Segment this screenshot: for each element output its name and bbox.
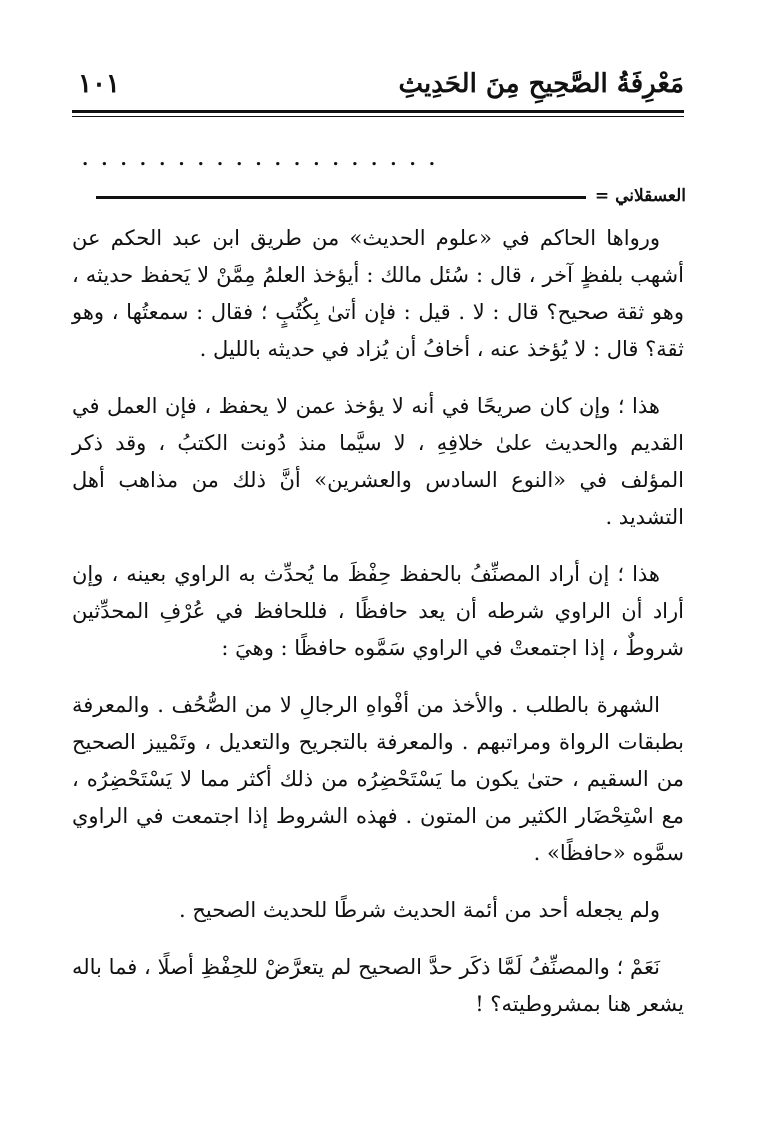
- header-rule-thick: [72, 110, 684, 113]
- paragraph: ولم يجعله أحد من أئمة الحديث شرطًا للحديث الصحيح .: [178, 898, 660, 922]
- commentator-label: العسقلاني =: [594, 186, 686, 206]
- header-rule-thin: [72, 116, 684, 117]
- commentator-rule: [96, 196, 586, 199]
- page-header: [72, 66, 684, 106]
- page-number: ١٠١: [78, 69, 120, 99]
- paragraph: الشهرة بالطلب . والأخذ من أفْواهِ الرجالِ لا من الصُّحُف . والمعرفة بطبقات الرواة ومراتبهم . والمعرفة بالتجريح والتعديل ، وتَمْييز الصحيح من السقيم ، حتىٰ يكون ما يَسْتَحْضِرُه من ذلك أكثر مما لا يَسْتَحْضِرُه ، مع اسْتِحْضَار الكثير من المتون . فهذه الشروط إذا اجتمعت في الراوي سمَّوه «حافظًا» .: [72, 693, 684, 865]
- paragraph: ورواها الحاكم في «علوم الحديث» من طريق ابن عبد الحكم عن أشهب بلفظٍ آخر ، قال : سُئل مالك : أيؤخذ العلمُ مِمَّنْ لا يَحفظ حديثه ، وهو ثقة صحيح؟ قال : لا . قيل : فإن أتىٰ بِكُتُبٍ ؛ فقال : سمعتُها ، وهو ثقة؟ قال : لا يُؤخذ عنه ، أخافُ أن يُزاد في حديثه بالليل .: [72, 226, 684, 361]
- separator-dots: ...................: [82, 149, 449, 170]
- paragraph: هذا ؛ وإن كان صريحًا في أنه لا يؤخذ عمن لا يحفظ ، فإن العمل في القديم والحديث علىٰ خلافِهِ ، لا سيَّما منذ دُونت الكتبُ ، وقد ذكر المؤلف في «النوع السادس والعشرين» أنَّ ذلك من مذاهب أهل التشديد .: [72, 394, 684, 529]
- running-title: مَعْرِفَةُ الصَّحِيحِ مِنَ الحَدِيثِ: [398, 69, 684, 99]
- paragraph: نَعَمْ ؛ والمصنِّفُ لَمَّا ذكَر حدَّ الصحيح لم يتعرَّضْ للحِفْظِ أصلًا ، فما باله يشعر هنا بمشروطيته؟ !: [72, 955, 684, 1016]
- body-text: [72, 220, 684, 1023]
- paragraph: هذا ؛ إن أراد المصنِّفُ بالحفظ حِفْظَ ما يُحدِّث به الراوي بعينه ، وإن أراد أن الراوي شرطه أن يعد حافظًا ، فللحافظ في عُرْفِ المحدِّثين شروطٌ ، إذا اجتمعتْ في الراوي سَمَّوه حافظًا : وهيَ :: [72, 562, 684, 660]
